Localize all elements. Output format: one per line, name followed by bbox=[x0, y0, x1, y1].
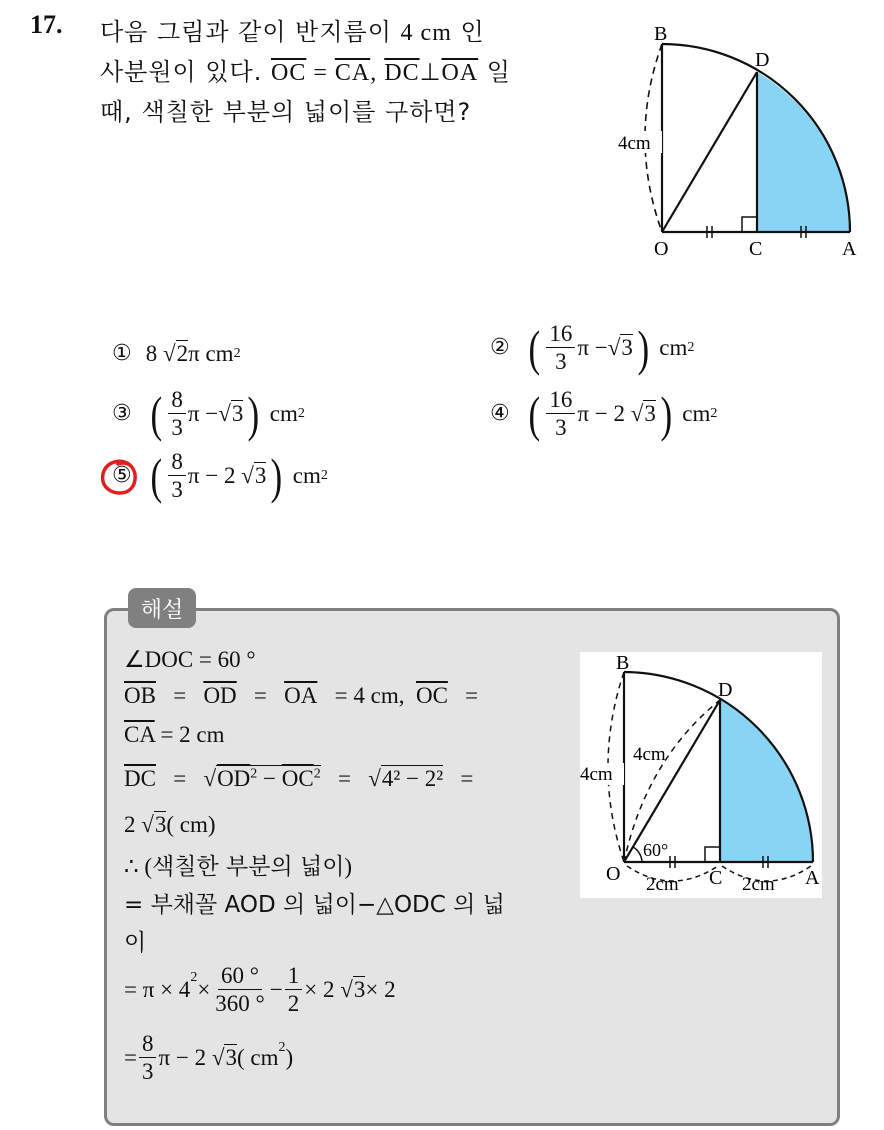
unit: cm bbox=[682, 400, 711, 426]
equals: = bbox=[454, 766, 474, 791]
value: = 2 cm bbox=[154, 722, 225, 747]
segment-oc: $\overline{OC}$ bbox=[281, 766, 314, 791]
comma: , bbox=[370, 60, 385, 86]
segment-dc: $\overline{DC}$ bbox=[124, 766, 156, 791]
radius-value: 4 cm bbox=[400, 20, 452, 46]
square: 2 bbox=[687, 339, 695, 355]
pi-minus: π − 2 bbox=[187, 462, 236, 488]
solution-line-3 bbox=[124, 722, 225, 748]
solution-line-2 bbox=[124, 683, 478, 709]
segment-oc: $\overline{OC}$ bbox=[271, 60, 307, 86]
paren-close: ) bbox=[660, 385, 673, 442]
solution-tag: 해설 bbox=[128, 588, 196, 628]
choice-number: ② bbox=[490, 335, 510, 360]
label-c: C bbox=[709, 867, 723, 889]
equals: = bbox=[306, 60, 335, 86]
pi-minus: π − bbox=[187, 400, 219, 426]
minus: − bbox=[257, 766, 282, 791]
korean-text: 색칠한 부분의 넓이 bbox=[152, 854, 345, 880]
radicand: 4² − 2² bbox=[381, 766, 444, 791]
denominator: 360 ° bbox=[215, 991, 265, 1016]
therefore: ∴ ( bbox=[124, 854, 153, 879]
unit: cm bbox=[292, 462, 321, 488]
question-text: 인 bbox=[451, 18, 485, 46]
choice-number: ① bbox=[112, 341, 132, 366]
equals: = bbox=[459, 683, 479, 708]
solution-line-9: = π × 4 $^2$ × $\frac{60 ^\circ}{360 ^\circ}$ − $\frac{1}{2}$ × 2 √ 3 × 2 bbox=[124, 963, 396, 1016]
radicand: 2 bbox=[176, 341, 189, 366]
numerator: 8 bbox=[139, 1032, 157, 1058]
square: 2 bbox=[297, 405, 305, 421]
fraction bbox=[546, 388, 575, 439]
numerator: 16 bbox=[546, 322, 575, 348]
paren-close: ) bbox=[247, 385, 260, 442]
square: 2 bbox=[233, 345, 241, 361]
label-b: B bbox=[616, 652, 630, 674]
segment-oc: $\overline{OC}$ bbox=[415, 683, 448, 708]
label-o: O bbox=[654, 238, 669, 260]
fraction bbox=[212, 964, 267, 1015]
solution-figure bbox=[580, 652, 822, 898]
paren-open: ( bbox=[528, 319, 540, 376]
fraction bbox=[168, 450, 186, 501]
solution-line-8: 이 bbox=[124, 930, 147, 956]
numerator: 8 bbox=[168, 388, 186, 414]
choice-number: ④ bbox=[490, 401, 510, 426]
perp-symbol: ⊥ bbox=[419, 60, 442, 86]
question-line-2 bbox=[100, 52, 511, 87]
segment-oa: $\overline{OA}$ bbox=[284, 683, 318, 708]
radicand: 3 bbox=[644, 401, 656, 426]
korean-text: = 부채꼴 AOD 의 넓이− bbox=[124, 892, 377, 918]
denominator: 3 bbox=[141, 1059, 154, 1084]
solution-line-6 bbox=[124, 848, 352, 881]
fraction bbox=[546, 322, 575, 373]
numerator: 16 bbox=[546, 388, 575, 414]
paren-close: ) bbox=[637, 319, 650, 376]
expr: × 2 bbox=[304, 976, 335, 1002]
label-d: D bbox=[718, 679, 733, 701]
radicand: 3 bbox=[353, 977, 366, 1002]
right-angle-mark bbox=[742, 217, 757, 232]
segment-oa: $\overline{OA}$ bbox=[441, 60, 479, 86]
segment-dc: $\overline{DC}$ bbox=[384, 60, 420, 86]
choice-5[interactable]: ⑤ ( $\frac{8}{3}$ π − 2 √ 3 ) cm 2 bbox=[112, 450, 328, 501]
choice-1[interactable]: ① 8 √ 2 π cm 2 bbox=[112, 340, 241, 366]
question-line-3: 때, 색칠한 부분의 넓이를 구하면? bbox=[100, 98, 472, 126]
choice-2[interactable]: ② ( $\frac{16}{3}$ π − √ 3 ) cm 2 bbox=[490, 319, 695, 376]
question-line-1 bbox=[100, 12, 485, 47]
denominator: 3 bbox=[555, 415, 567, 440]
times: × bbox=[197, 976, 211, 1002]
question-text: 다음 그림과 같이 반지름이 bbox=[100, 18, 401, 46]
radicand: 3 bbox=[225, 1045, 237, 1070]
numerator: 60 ° bbox=[218, 964, 262, 990]
square: 2 bbox=[278, 1040, 286, 1055]
denominator: 3 bbox=[171, 477, 183, 502]
unit: cm bbox=[269, 400, 298, 426]
equals: = bbox=[167, 683, 192, 708]
segment-od bbox=[662, 72, 757, 232]
fraction bbox=[285, 964, 303, 1015]
question-text: 일 bbox=[478, 58, 511, 86]
question-text: 사분원이 있다. bbox=[100, 58, 271, 86]
label-radius: 4cm bbox=[618, 133, 651, 154]
korean-text: △ODC 의 넓 bbox=[376, 892, 505, 918]
coef: 2 bbox=[124, 812, 136, 837]
numerator: 1 bbox=[285, 964, 303, 990]
square: 2 bbox=[710, 405, 718, 421]
label-c: C bbox=[749, 238, 763, 260]
square: 2 bbox=[190, 970, 198, 985]
paren-close: ) bbox=[270, 447, 283, 504]
segment-ob: $\overline{OB}$ bbox=[124, 683, 156, 708]
label-o: O bbox=[606, 863, 621, 885]
denominator: 2 bbox=[287, 991, 300, 1016]
solution-line-4: $\overline{DC} = √OD^2 - \overline{OC}^2 = √4^2 - 2^2$ = bbox=[124, 766, 474, 791]
fraction bbox=[168, 388, 186, 439]
square: 2 bbox=[313, 766, 321, 782]
pi-minus: π − 2 bbox=[577, 400, 625, 426]
solution-line-1: ∠DOC = 60 ° bbox=[124, 647, 256, 672]
radicand: 3 bbox=[254, 463, 267, 488]
denominator: 3 bbox=[171, 415, 183, 440]
expr: = π × 4 bbox=[124, 976, 191, 1002]
fraction bbox=[139, 1032, 157, 1083]
segment-od: $\overline{OD}$ bbox=[203, 683, 237, 708]
equals: = bbox=[124, 1044, 137, 1070]
unit: ( cm bbox=[236, 1044, 279, 1070]
shaded-region bbox=[757, 72, 850, 232]
value: = 4 cm, bbox=[328, 683, 411, 708]
segment-ca: $\overline{CA}$ bbox=[334, 60, 371, 86]
unit: cm bbox=[659, 334, 688, 360]
selected-circle-icon bbox=[98, 456, 142, 500]
equals: = bbox=[248, 683, 273, 708]
radicand: 3 bbox=[231, 401, 244, 426]
square: 2 bbox=[320, 467, 328, 483]
choice-number: ⑤ bbox=[112, 463, 132, 488]
radicand: 3 bbox=[154, 812, 167, 837]
minus: − bbox=[269, 976, 283, 1002]
choice-4[interactable]: ④ ( $\frac{16}{3}$ π − 2 √ 3 ) cm 2 bbox=[490, 385, 718, 442]
choice-number: ③ bbox=[112, 401, 132, 426]
expr: × 2 bbox=[365, 976, 396, 1002]
segment-ca: $\overline{CA}$ bbox=[124, 722, 155, 747]
equals: = bbox=[332, 766, 357, 791]
label-left-radius: 4cm bbox=[580, 764, 613, 785]
quarter-circle-figure bbox=[600, 20, 870, 265]
unit: ( cm) bbox=[166, 812, 216, 837]
denominator: 3 bbox=[555, 349, 567, 374]
pi-minus: π − bbox=[577, 334, 608, 360]
solution-line-5: 2 √3( cm) bbox=[124, 812, 216, 837]
paren: ) bbox=[344, 854, 353, 879]
choice-3[interactable]: ③ ( $\frac{8}{3}$ π − √ 3 ) cm 2 bbox=[112, 385, 305, 442]
expr: π − 2 bbox=[158, 1044, 207, 1070]
question-number: 17. bbox=[30, 10, 63, 39]
label-inner-radius: 4cm bbox=[633, 744, 666, 765]
solution-line-7 bbox=[124, 886, 505, 919]
paren-open: ( bbox=[150, 385, 162, 442]
radicand: 3 bbox=[621, 335, 633, 360]
label-ca-length: 2cm bbox=[742, 874, 775, 895]
numerator: 8 bbox=[168, 450, 186, 476]
square: 2 bbox=[250, 766, 258, 782]
label-a: A bbox=[805, 867, 820, 889]
label-oc-length: 2cm bbox=[646, 874, 679, 895]
paren-open: ( bbox=[150, 447, 162, 504]
label-b: B bbox=[654, 23, 668, 45]
solution-line-10: = $\frac{8}{3}$ π − 2 √ 3 ( cm $^2$ ) bbox=[124, 1031, 294, 1084]
label-angle: 60° bbox=[643, 840, 669, 860]
label-a: A bbox=[842, 238, 857, 260]
equals: = bbox=[167, 766, 192, 791]
coef: 8 bbox=[145, 340, 158, 366]
pi-unit: π cm bbox=[188, 340, 234, 366]
label-d: D bbox=[755, 49, 770, 71]
paren: ) bbox=[285, 1044, 294, 1070]
paren-open: ( bbox=[528, 385, 540, 442]
segment-od: OD bbox=[217, 766, 251, 791]
